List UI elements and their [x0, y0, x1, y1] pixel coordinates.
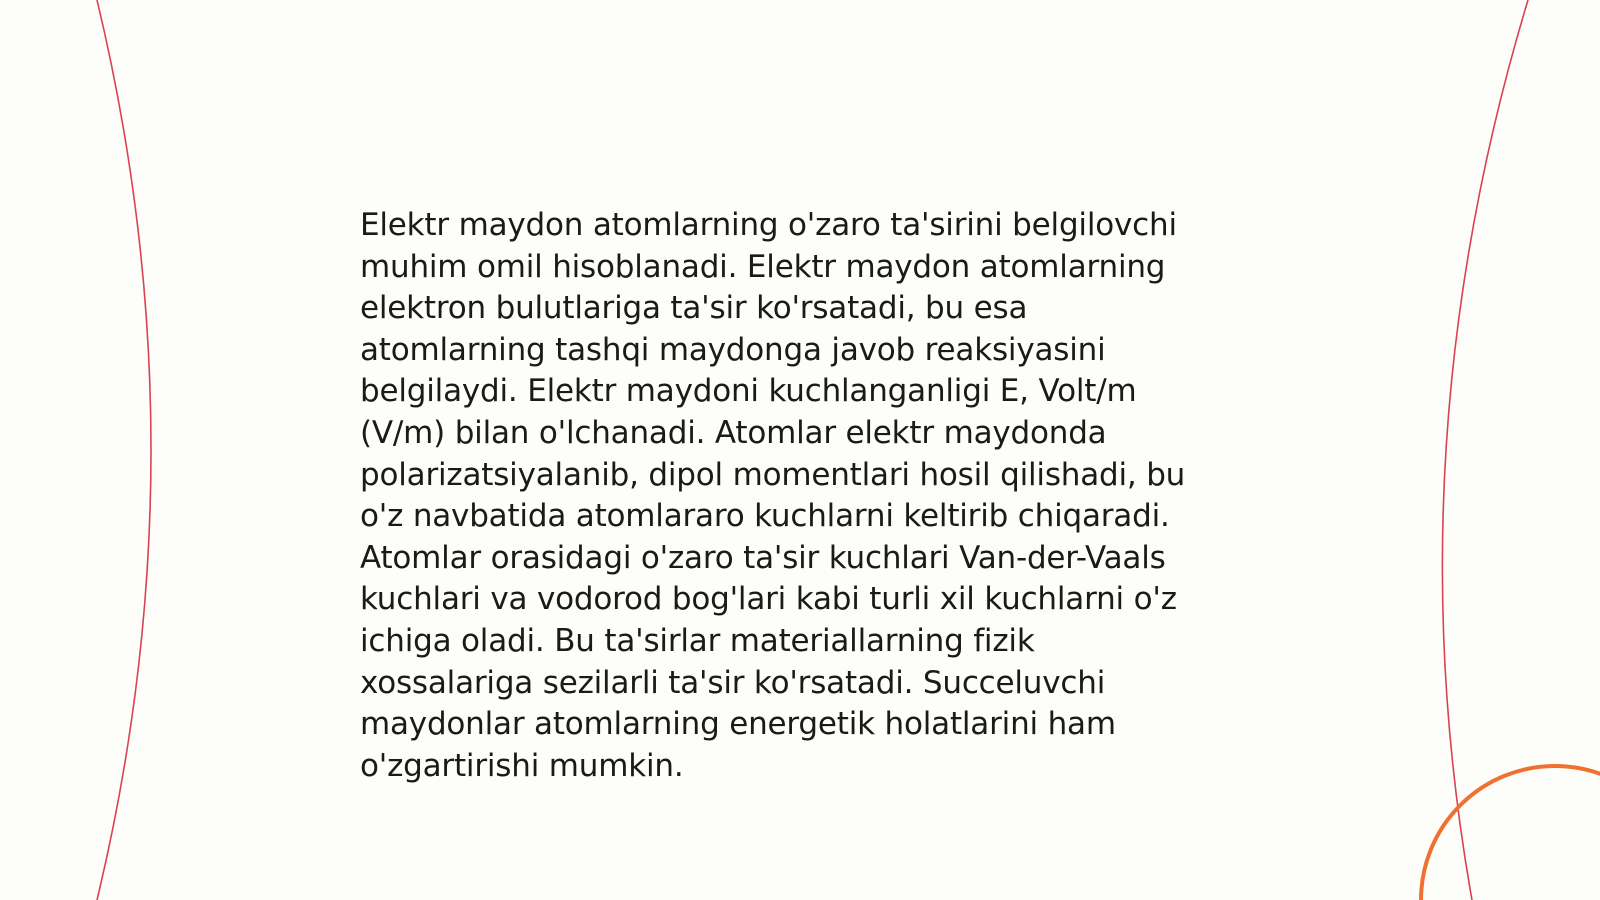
- body-line: polarizatsiyalanib, dipol momentlari hosil qilishadi, bu: [360, 456, 1186, 493]
- body-line: maydonlar atomlarning energetik holatlarini ham: [360, 706, 1116, 743]
- left-curve-line: [97, 0, 151, 900]
- body-line: ichiga oladi. Bu ta'sirlar materiallarning fizik: [360, 622, 1035, 659]
- body-line: atomlarning tashqi maydonga javob reaksiyasini: [360, 331, 1106, 368]
- accent-circle: [1421, 766, 1600, 900]
- body-line: o'zgartirishi mumkin.: [360, 747, 684, 784]
- body-line: muhim omil hisoblanadi. Elektr maydon atomlarning: [360, 248, 1166, 285]
- body-line: (V/m) bilan o'lchanadi. Atomlar elektr maydonda: [360, 414, 1107, 451]
- body-line: xossalariga sezilarli ta'sir ko'rsatadi. Succeluvchi: [360, 664, 1106, 701]
- right-curve-line: [1442, 0, 1528, 900]
- body-line: Elektr maydon atomlarning o'zaro ta'sirini belgilovchi: [360, 207, 1177, 243]
- body-line: Atomlar orasidagi o'zaro ta'sir kuchlari Van-der-Vaals: [360, 539, 1166, 576]
- body-line: belgilaydi. Elektr maydoni kuchlanganligi E, Volt/m: [360, 373, 1137, 410]
- body-line: kuchlari va vodorod bog'lari kabi turli xil kuchlarni o'z: [360, 581, 1177, 618]
- body-line: o'z navbatida atomlararo kuchlarni keltirib chiqaradi.: [360, 498, 1170, 535]
- slide-body-text: [360, 205, 1260, 787]
- body-line: elektron bulutlariga ta'sir ko'rsatadi, bu esa: [360, 290, 1028, 327]
